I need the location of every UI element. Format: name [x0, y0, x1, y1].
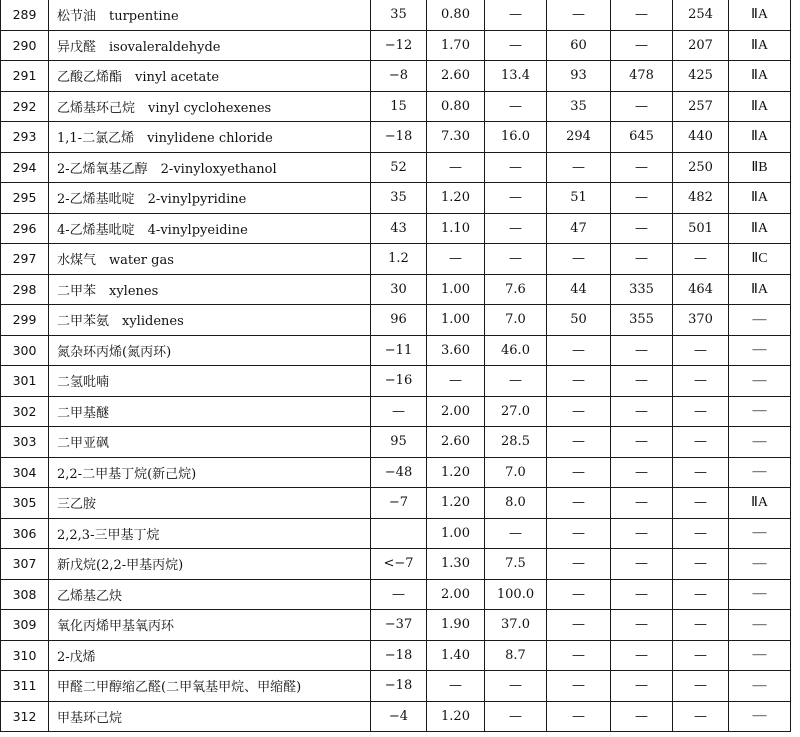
- row-number: 302: [1, 396, 49, 427]
- flash-point-cell: −16: [371, 366, 427, 397]
- lower-concentration-cell: 51: [547, 183, 611, 214]
- ignition-temperature-cell: —: [673, 610, 729, 641]
- upper-limit-cell: 28.5: [485, 427, 547, 458]
- upper-concentration-cell: —: [611, 488, 673, 519]
- ignition-temperature-cell: —: [673, 640, 729, 671]
- substance-name: 二氢吡喃: [49, 366, 371, 397]
- lower-concentration-cell: 47: [547, 213, 611, 244]
- flash-point-cell: —: [371, 579, 427, 610]
- table-row: [1, 640, 791, 671]
- row-number: 301: [1, 366, 49, 397]
- gas-group-cell: ⅡA: [729, 122, 791, 153]
- upper-concentration-cell: —: [611, 671, 673, 702]
- table-row: [1, 274, 791, 305]
- ignition-temperature-cell: —: [673, 701, 729, 732]
- lower-concentration-cell: —: [547, 152, 611, 183]
- substance-name: 氮杂环丙烯(氮丙环): [49, 335, 371, 366]
- table-row: [1, 610, 791, 641]
- gas-group-cell: ⅡA: [729, 213, 791, 244]
- table-row: [1, 0, 791, 30]
- substance-name: 甲基环己烷: [49, 701, 371, 732]
- row-number: 298: [1, 274, 49, 305]
- substance-name: 二甲苯 xylenes: [49, 274, 371, 305]
- lower-concentration-cell: —: [547, 244, 611, 275]
- gas-group-cell: —: [729, 701, 791, 732]
- upper-concentration-cell: —: [611, 30, 673, 61]
- flash-point-cell: 43: [371, 213, 427, 244]
- lower-concentration-cell: 35: [547, 91, 611, 122]
- lower-concentration-cell: 294: [547, 122, 611, 153]
- ignition-temperature-cell: —: [673, 579, 729, 610]
- substance-name: 乙烯基乙炔: [49, 579, 371, 610]
- substance-name: 松节油 turpentine: [49, 0, 371, 30]
- lower-concentration-cell: —: [547, 335, 611, 366]
- ignition-temperature-cell: —: [673, 335, 729, 366]
- upper-limit-cell: 7.0: [485, 305, 547, 336]
- row-number: 295: [1, 183, 49, 214]
- upper-limit-cell: 100.0: [485, 579, 547, 610]
- upper-concentration-cell: —: [611, 213, 673, 244]
- flash-point-cell: 35: [371, 0, 427, 30]
- upper-limit-cell: 8.0: [485, 488, 547, 519]
- lower-limit-cell: —: [427, 244, 485, 275]
- table-row: [1, 335, 791, 366]
- row-number: 290: [1, 30, 49, 61]
- flash-point-cell: −48: [371, 457, 427, 488]
- lower-limit-cell: —: [427, 366, 485, 397]
- ignition-temperature-cell: 250: [673, 152, 729, 183]
- lower-concentration-cell: —: [547, 427, 611, 458]
- upper-limit-cell: 13.4: [485, 61, 547, 92]
- gas-group-cell: —: [729, 305, 791, 336]
- table-row: [1, 701, 791, 732]
- table-row: [1, 579, 791, 610]
- upper-limit-cell: 7.6: [485, 274, 547, 305]
- ignition-temperature-cell: 501: [673, 213, 729, 244]
- upper-concentration-cell: 335: [611, 274, 673, 305]
- ignition-temperature-cell: —: [673, 488, 729, 519]
- lower-limit-cell: 1.30: [427, 549, 485, 580]
- row-number: 308: [1, 579, 49, 610]
- upper-limit-cell: 37.0: [485, 610, 547, 641]
- lower-limit-cell: 1.20: [427, 183, 485, 214]
- row-number: 293: [1, 122, 49, 153]
- table-row: [1, 549, 791, 580]
- flash-point-cell: −37: [371, 610, 427, 641]
- upper-concentration-cell: —: [611, 396, 673, 427]
- lower-concentration-cell: —: [547, 671, 611, 702]
- upper-concentration-cell: —: [611, 701, 673, 732]
- upper-limit-cell: 46.0: [485, 335, 547, 366]
- upper-concentration-cell: —: [611, 335, 673, 366]
- ignition-temperature-cell: 482: [673, 183, 729, 214]
- upper-concentration-cell: —: [611, 0, 673, 30]
- gas-group-cell: —: [729, 640, 791, 671]
- upper-concentration-cell: —: [611, 152, 673, 183]
- flash-point-cell: −12: [371, 30, 427, 61]
- lower-limit-cell: 1.40: [427, 640, 485, 671]
- flash-point-cell: 35: [371, 183, 427, 214]
- lower-concentration-cell: 60: [547, 30, 611, 61]
- ignition-temperature-cell: —: [673, 671, 729, 702]
- flash-point-cell: 96: [371, 305, 427, 336]
- row-number: 294: [1, 152, 49, 183]
- table-row: [1, 244, 791, 275]
- flash-point-cell: −11: [371, 335, 427, 366]
- upper-limit-cell: —: [485, 0, 547, 30]
- upper-concentration-cell: 478: [611, 61, 673, 92]
- lower-concentration-cell: —: [547, 549, 611, 580]
- substance-name: 2-戊烯: [49, 640, 371, 671]
- gas-group-cell: —: [729, 549, 791, 580]
- gas-group-cell: ⅡA: [729, 30, 791, 61]
- flash-point-cell: −4: [371, 701, 427, 732]
- flash-point-cell: −18: [371, 640, 427, 671]
- lower-limit-cell: 0.80: [427, 0, 485, 30]
- row-number: 296: [1, 213, 49, 244]
- ignition-temperature-cell: —: [673, 518, 729, 549]
- upper-concentration-cell: 645: [611, 122, 673, 153]
- substance-name: 二甲苯氨 xylidenes: [49, 305, 371, 336]
- upper-limit-cell: —: [485, 183, 547, 214]
- lower-limit-cell: 1.20: [427, 488, 485, 519]
- lower-limit-cell: 1.20: [427, 701, 485, 732]
- table-row: [1, 213, 791, 244]
- lower-limit-cell: 1.70: [427, 30, 485, 61]
- substance-name: 2,2,3-三甲基丁烷: [49, 518, 371, 549]
- lower-concentration-cell: —: [547, 701, 611, 732]
- lower-limit-cell: —: [427, 152, 485, 183]
- lower-concentration-cell: 44: [547, 274, 611, 305]
- row-number: 306: [1, 518, 49, 549]
- ignition-temperature-cell: 257: [673, 91, 729, 122]
- gas-group-cell: ⅡA: [729, 488, 791, 519]
- substance-name: 乙烯基环己烷 vinyl cyclohexenes: [49, 91, 371, 122]
- upper-limit-cell: —: [485, 30, 547, 61]
- flash-point-cell: —: [371, 396, 427, 427]
- lower-limit-cell: 7.30: [427, 122, 485, 153]
- table-row: [1, 671, 791, 702]
- table-body: [1, 0, 791, 732]
- upper-limit-cell: —: [485, 518, 547, 549]
- substance-name: 乙酸乙烯酯 vinyl acetate: [49, 61, 371, 92]
- row-number: 307: [1, 549, 49, 580]
- ignition-temperature-cell: 254: [673, 0, 729, 30]
- table-row: [1, 61, 791, 92]
- flash-point-cell: −18: [371, 671, 427, 702]
- gas-group-cell: —: [729, 396, 791, 427]
- table-row: [1, 183, 791, 214]
- lower-limit-cell: 2.60: [427, 61, 485, 92]
- lower-limit-cell: 1.00: [427, 518, 485, 549]
- gas-group-cell: ⅡB: [729, 152, 791, 183]
- substance-name: 2-乙烯基吡啶 2-vinylpyridine: [49, 183, 371, 214]
- ignition-temperature-cell: 207: [673, 30, 729, 61]
- lower-limit-cell: 3.60: [427, 335, 485, 366]
- lower-limit-cell: 1.10: [427, 213, 485, 244]
- gas-group-cell: ⅡA: [729, 0, 791, 30]
- substance-name: 氧化丙烯甲基氧丙环: [49, 610, 371, 641]
- row-number: 291: [1, 61, 49, 92]
- upper-limit-cell: 7.5: [485, 549, 547, 580]
- gas-group-cell: —: [729, 579, 791, 610]
- flash-point-cell: 30: [371, 274, 427, 305]
- gas-group-cell: ⅡA: [729, 274, 791, 305]
- gas-group-cell: —: [729, 518, 791, 549]
- lower-concentration-cell: 50: [547, 305, 611, 336]
- gas-group-cell: —: [729, 427, 791, 458]
- upper-limit-cell: 16.0: [485, 122, 547, 153]
- ignition-temperature-cell: —: [673, 396, 729, 427]
- upper-limit-cell: —: [485, 91, 547, 122]
- lower-limit-cell: 1.00: [427, 305, 485, 336]
- lower-concentration-cell: —: [547, 0, 611, 30]
- upper-concentration-cell: —: [611, 366, 673, 397]
- gas-group-cell: ⅡA: [729, 91, 791, 122]
- gas-group-cell: —: [729, 671, 791, 702]
- ignition-temperature-cell: —: [673, 457, 729, 488]
- upper-limit-cell: —: [485, 701, 547, 732]
- table-row: [1, 30, 791, 61]
- ignition-temperature-cell: —: [673, 549, 729, 580]
- row-number: 309: [1, 610, 49, 641]
- lower-concentration-cell: —: [547, 366, 611, 397]
- substance-name: 4-乙烯基吡啶 4-vinylpyeidine: [49, 213, 371, 244]
- gas-group-cell: —: [729, 335, 791, 366]
- ignition-temperature-cell: —: [673, 366, 729, 397]
- substance-name: 异戊醛 isovaleraldehyde: [49, 30, 371, 61]
- row-number: 297: [1, 244, 49, 275]
- upper-concentration-cell: —: [611, 91, 673, 122]
- substance-name: 2-乙烯氧基乙醇 2-vinyloxyethanol: [49, 152, 371, 183]
- substance-name: 三乙胺: [49, 488, 371, 519]
- table-row: [1, 457, 791, 488]
- table-row: [1, 396, 791, 427]
- lower-limit-cell: 2.60: [427, 427, 485, 458]
- row-number: 310: [1, 640, 49, 671]
- table-row: [1, 488, 791, 519]
- flash-point-cell: −18: [371, 122, 427, 153]
- upper-concentration-cell: —: [611, 610, 673, 641]
- upper-concentration-cell: —: [611, 579, 673, 610]
- flash-point-cell: 95: [371, 427, 427, 458]
- lower-concentration-cell: —: [547, 488, 611, 519]
- lower-limit-cell: 1.00: [427, 274, 485, 305]
- flash-point-cell: 1.2: [371, 244, 427, 275]
- flash-point-cell: <−7: [371, 549, 427, 580]
- row-number: 303: [1, 427, 49, 458]
- ignition-temperature-cell: —: [673, 244, 729, 275]
- row-number: 300: [1, 335, 49, 366]
- upper-concentration-cell: 355: [611, 305, 673, 336]
- lower-limit-cell: —: [427, 671, 485, 702]
- table-row: [1, 366, 791, 397]
- upper-concentration-cell: —: [611, 244, 673, 275]
- row-number: 299: [1, 305, 49, 336]
- upper-concentration-cell: —: [611, 640, 673, 671]
- table-row: [1, 427, 791, 458]
- lower-limit-cell: 1.20: [427, 457, 485, 488]
- row-number: 304: [1, 457, 49, 488]
- upper-limit-cell: —: [485, 244, 547, 275]
- ignition-temperature-cell: 440: [673, 122, 729, 153]
- upper-limit-cell: —: [485, 152, 547, 183]
- row-number: 292: [1, 91, 49, 122]
- substance-name: 二甲基醚: [49, 396, 371, 427]
- substance-name: 二甲亚砜: [49, 427, 371, 458]
- flash-point-cell: −7: [371, 488, 427, 519]
- table-row: [1, 91, 791, 122]
- lower-concentration-cell: 93: [547, 61, 611, 92]
- lower-concentration-cell: —: [547, 396, 611, 427]
- gas-group-cell: ⅡA: [729, 183, 791, 214]
- substance-name: 水煤气 water gas: [49, 244, 371, 275]
- table-row: [1, 122, 791, 153]
- lower-limit-cell: 2.00: [427, 579, 485, 610]
- upper-limit-cell: —: [485, 213, 547, 244]
- flash-point-cell: [371, 518, 427, 549]
- lower-limit-cell: 1.90: [427, 610, 485, 641]
- lower-limit-cell: 2.00: [427, 396, 485, 427]
- lower-concentration-cell: —: [547, 518, 611, 549]
- upper-limit-cell: —: [485, 671, 547, 702]
- table-row: [1, 518, 791, 549]
- upper-limit-cell: —: [485, 366, 547, 397]
- substance-name: 新戊烷(2,2-甲基丙烷): [49, 549, 371, 580]
- ignition-temperature-cell: 464: [673, 274, 729, 305]
- substance-name: 2,2-二甲基丁烷(新己烷): [49, 457, 371, 488]
- substance-name: 1,1-二氯乙烯 vinylidene chloride: [49, 122, 371, 153]
- lower-concentration-cell: —: [547, 579, 611, 610]
- row-number: 289: [1, 0, 49, 30]
- ignition-temperature-cell: 370: [673, 305, 729, 336]
- upper-limit-cell: 8.7: [485, 640, 547, 671]
- table-row: [1, 305, 791, 336]
- ignition-temperature-cell: 425: [673, 61, 729, 92]
- lower-limit-cell: 0.80: [427, 91, 485, 122]
- gas-group-cell: ⅡA: [729, 61, 791, 92]
- gas-group-cell: —: [729, 610, 791, 641]
- lower-concentration-cell: —: [547, 640, 611, 671]
- upper-concentration-cell: —: [611, 549, 673, 580]
- upper-limit-cell: 7.0: [485, 457, 547, 488]
- substance-name: 甲醛二甲醇缩乙醛(二甲氧基甲烷、甲缩醛): [49, 671, 371, 702]
- lower-concentration-cell: —: [547, 457, 611, 488]
- ignition-temperature-cell: —: [673, 427, 729, 458]
- upper-concentration-cell: —: [611, 183, 673, 214]
- row-number: 311: [1, 671, 49, 702]
- gas-group-cell: ⅡC: [729, 244, 791, 275]
- upper-concentration-cell: —: [611, 518, 673, 549]
- row-number: 312: [1, 701, 49, 732]
- upper-limit-cell: 27.0: [485, 396, 547, 427]
- upper-concentration-cell: —: [611, 457, 673, 488]
- upper-concentration-cell: —: [611, 427, 673, 458]
- flash-point-cell: 52: [371, 152, 427, 183]
- gas-group-cell: —: [729, 457, 791, 488]
- gas-group-cell: —: [729, 366, 791, 397]
- flash-point-cell: 15: [371, 91, 427, 122]
- row-number: 305: [1, 488, 49, 519]
- flash-point-cell: −8: [371, 61, 427, 92]
- table-row: [1, 152, 791, 183]
- lower-concentration-cell: —: [547, 610, 611, 641]
